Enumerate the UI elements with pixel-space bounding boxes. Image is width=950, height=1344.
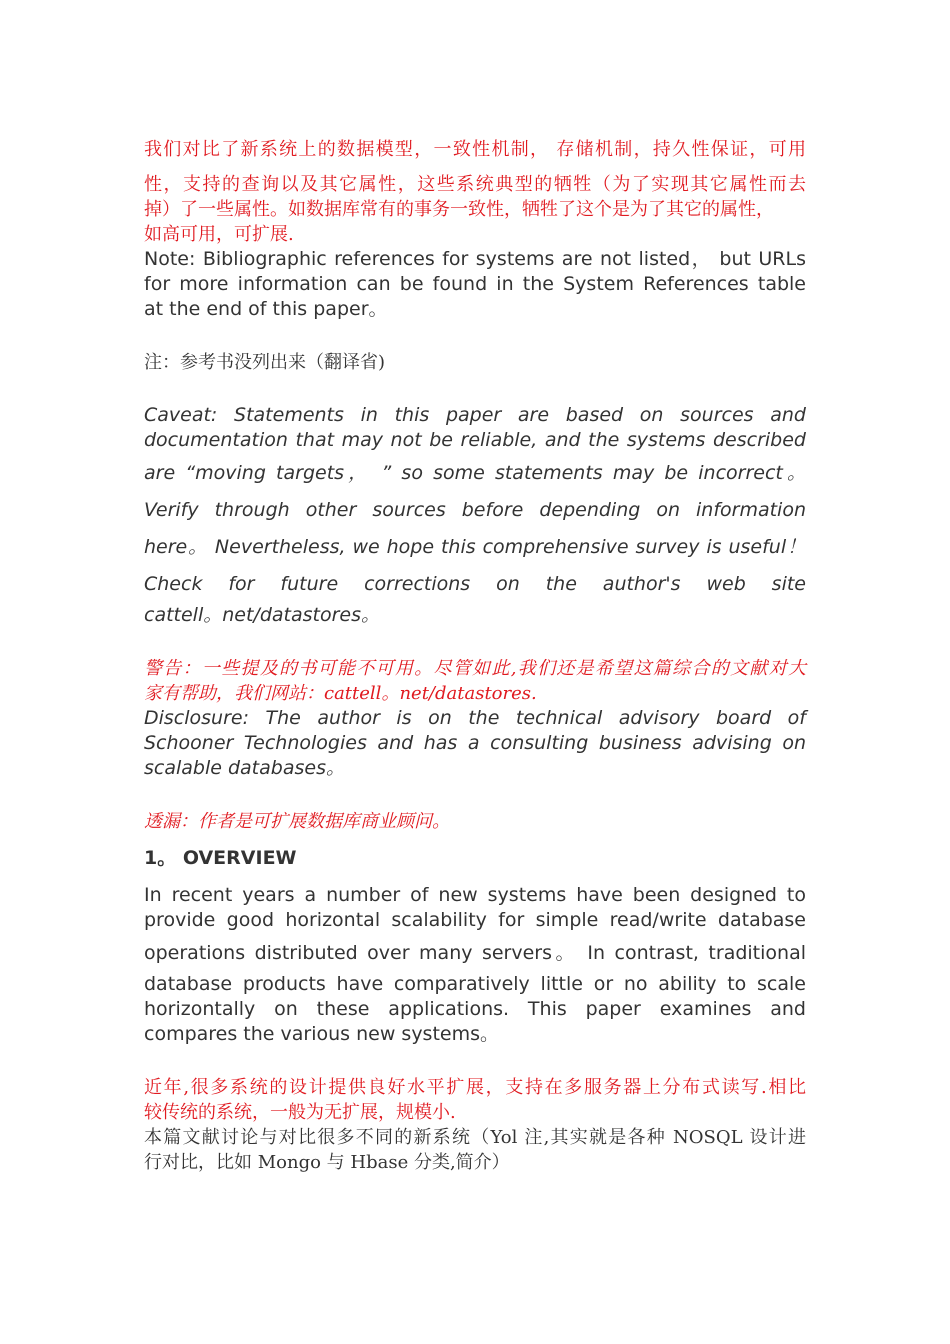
paragraph-note-cn: 注：参考书没列出来（翻译省)	[144, 352, 386, 373]
section-heading-overview: 1。 OVERVIEW	[144, 847, 297, 869]
text-line: 家有帮助，我们网站：cattell。net/datastores.	[144, 683, 537, 704]
text-line: 如高可用，可扩展.	[144, 224, 294, 245]
paragraph-disclosure-cn: 透漏：作者是可扩展数据库商业顾问。	[144, 811, 450, 832]
text-line: database products have comparatively little or no ability to scale	[144, 973, 806, 995]
text-line: cattell。net/datastores。	[144, 604, 380, 626]
text-line: 近年,很多系统的设计提供良好水平扩展，支持在多服务器上分布式读写.相比	[144, 1077, 806, 1098]
paragraph-disclosure-en	[144, 706, 806, 781]
paragraph-caveat-cn	[144, 656, 806, 706]
document-page	[144, 136, 806, 1175]
text-line: 较传统的系统，一般为无扩展，规模小.	[144, 1102, 456, 1123]
text-line: scalable databases。	[144, 757, 345, 779]
paragraph-cn-comparison	[144, 136, 806, 247]
paragraph-overview-en	[144, 883, 806, 1047]
text-line: compares the various new systems。	[144, 1023, 500, 1045]
text-line: here。 Nevertheless, we hope this comprehensive survey is useful！	[144, 536, 806, 558]
text-line: provide good horizontal scalability for simple read/write database	[144, 909, 806, 931]
paragraph-overview-cn	[144, 1075, 806, 1125]
text-line: 我们对比了新系统上的数据模型，一致性机制， 存储机制，持久性保证，可用	[144, 139, 806, 160]
text-line: Disclosure: The author is on the technical advisory board of	[144, 707, 806, 729]
text-line: operations distributed over many servers。 In contrast, traditional	[144, 942, 806, 964]
text-line: Check for future corrections on the author's web site	[144, 573, 806, 595]
text-line: at the end of this paper。	[144, 298, 388, 320]
text-line: are “moving targets， ” so some statements may be incorrect。	[144, 462, 806, 484]
text-line: In recent years a number of new systems have been designed to	[144, 884, 806, 906]
text-line: Verify through other sources before depending on information	[144, 499, 806, 521]
text-line: 行对比，比如 Mongo 与 Hbase 分类,简介）	[144, 1152, 510, 1173]
text-line: Note: Bibliographic references for systems are not listed， but URLs	[144, 248, 806, 270]
paragraph-overview-cn-summary	[144, 1125, 806, 1175]
text-line: Caveat: Statements in this paper are based on sources and	[144, 404, 806, 426]
text-line: horizontally on these applications. This paper examines and	[144, 998, 806, 1020]
text-line: documentation that may not be reliable, and the systems described	[144, 429, 806, 451]
text-line: Schooner Technologies and has a consulting business advising on	[144, 732, 806, 754]
text-line: 性，支持的查询以及其它属性，这些系统典型的牺牲（为了实现其它属性而去	[144, 174, 806, 195]
text-line: 警告：一些提及的书可能不可用。尽管如此,我们还是希望这篇综合的文献对大	[144, 658, 806, 679]
text-line: 本篇文献讨论与对比很多不同的新系统（Yol 注,其实就是各种 NOSQL 设计进	[144, 1127, 806, 1148]
paragraph-caveat-en	[144, 403, 806, 628]
text-line: 掉）了一些属性。如数据库常有的事务一致性，牺牲了这个是为了其它的属性，	[144, 199, 774, 220]
paragraph-note-en	[144, 247, 806, 322]
text-line: for more information can be found in the System References table	[144, 273, 806, 295]
